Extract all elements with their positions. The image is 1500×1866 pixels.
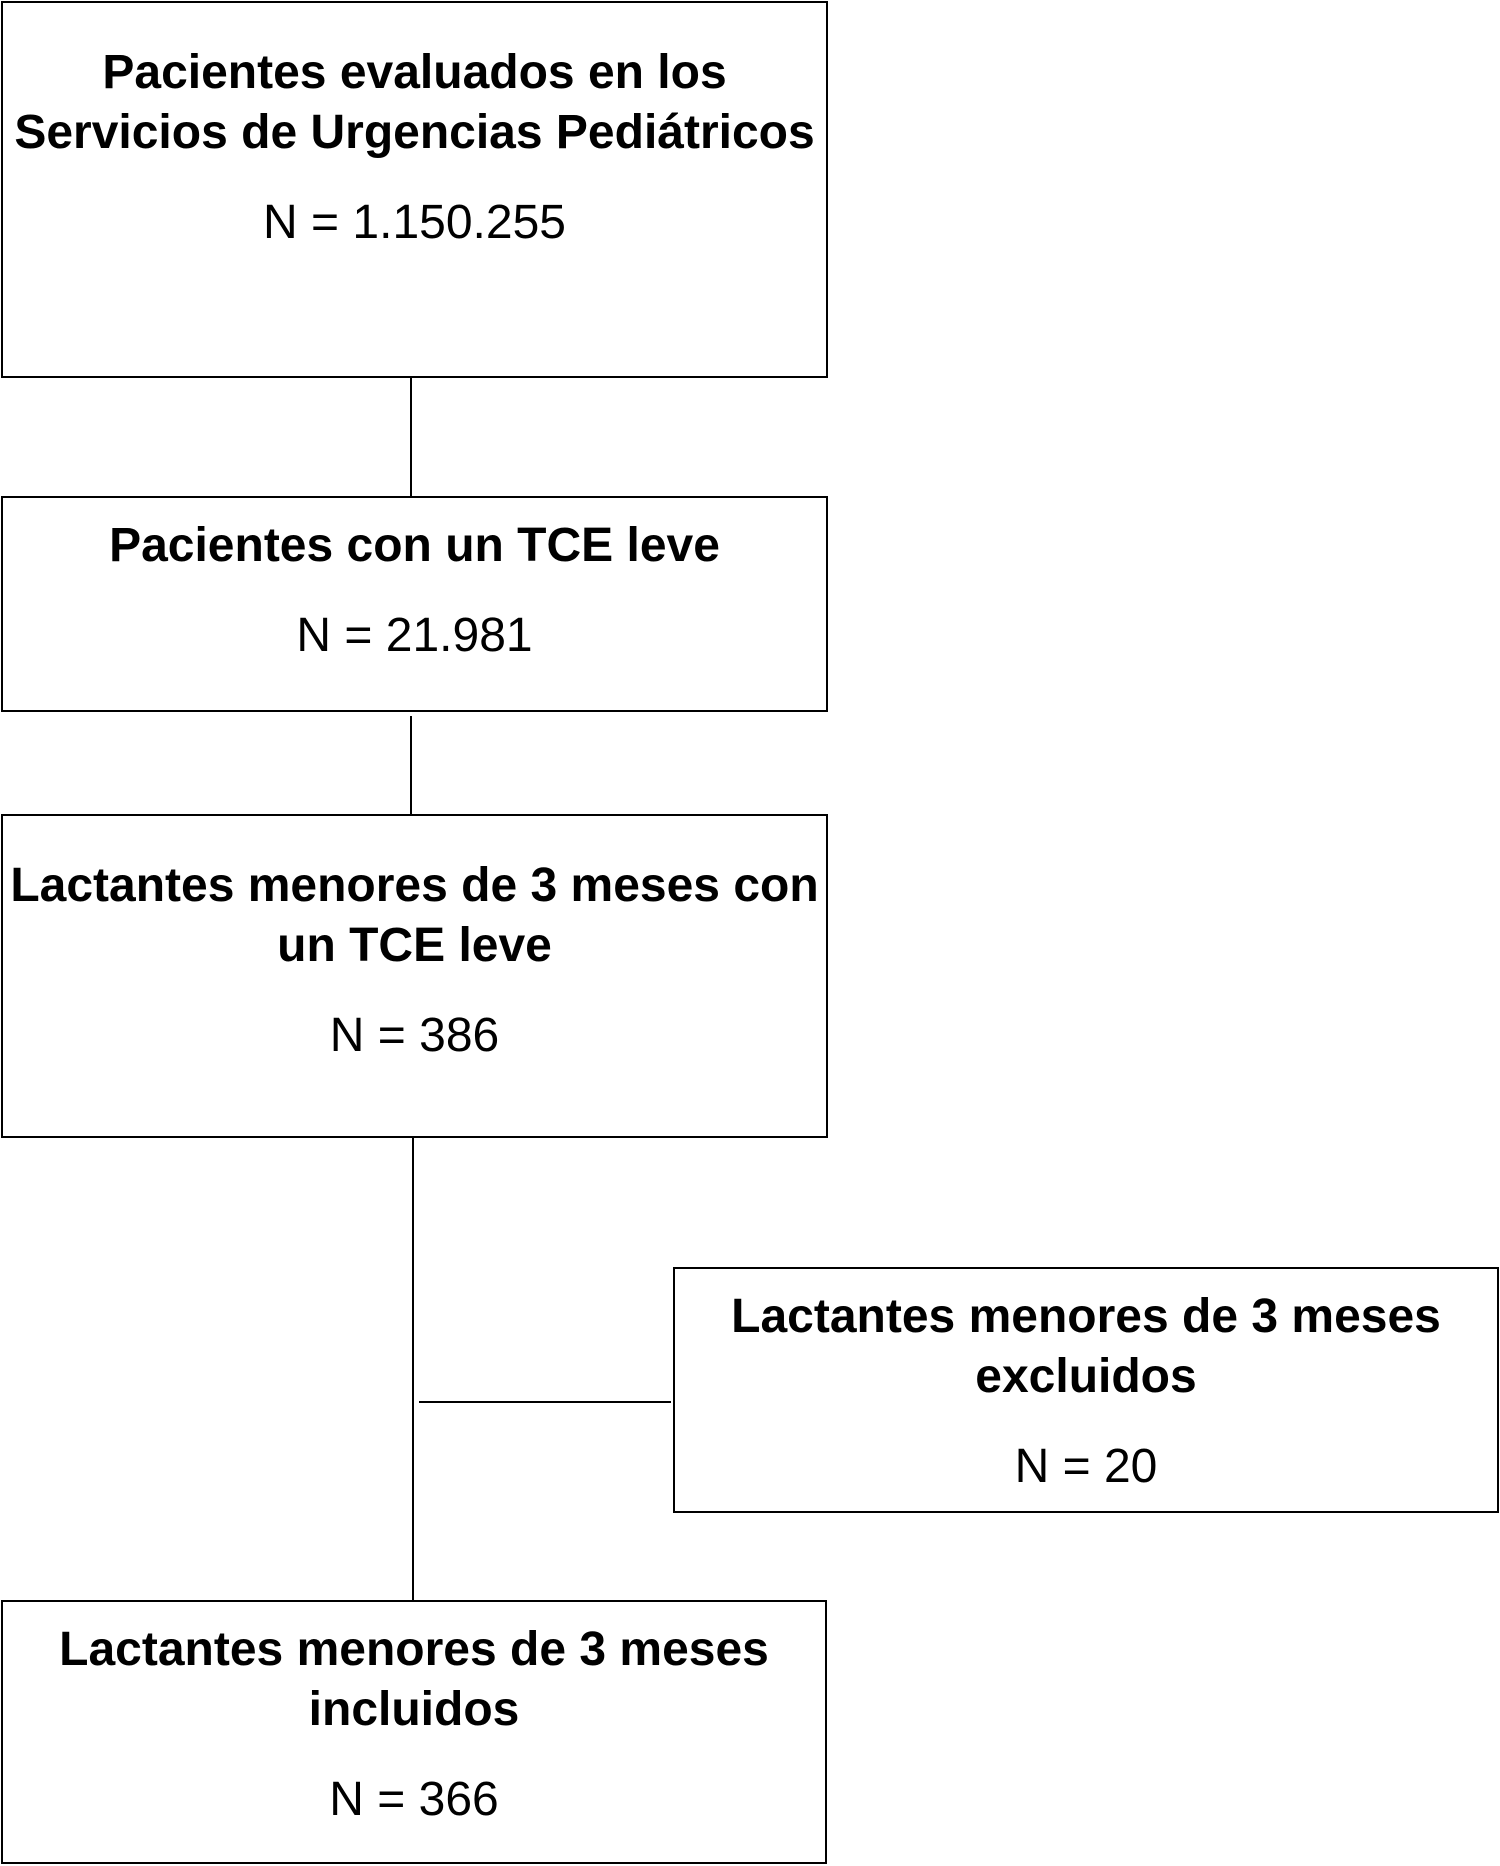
box-count: N = 20 xyxy=(1014,1440,1158,1493)
box-title: Lactantes menores de 3 meses incluidos xyxy=(59,1623,769,1736)
box-patients-evaluated xyxy=(1,1,828,378)
box-count: N = 21.981 xyxy=(296,609,533,662)
box-patients-tce-leve xyxy=(1,496,828,712)
connector-tce-to-infants xyxy=(410,716,412,814)
box-count: N = 386 xyxy=(329,1009,500,1062)
box-infants-excluded xyxy=(673,1267,1499,1513)
box-infants-included xyxy=(1,1600,827,1864)
box-count: N = 1.150.255 xyxy=(263,196,566,249)
box-title: Pacientes evaluados en los Servicios de Urgencias Pediátricos xyxy=(14,46,815,159)
box-title: Pacientes con un TCE leve xyxy=(109,519,720,572)
connector-to-excluded xyxy=(419,1401,671,1403)
box-count: N = 366 xyxy=(329,1773,499,1826)
box-title: Lactantes menores de 3 meses con un TCE leve xyxy=(10,859,819,972)
box-infants-tce-leve xyxy=(1,814,828,1138)
connector-infants-to-included xyxy=(412,1138,414,1604)
box-title: Lactantes menores de 3 meses excluidos xyxy=(731,1290,1441,1403)
connector-evaluated-to-tce xyxy=(410,378,412,496)
